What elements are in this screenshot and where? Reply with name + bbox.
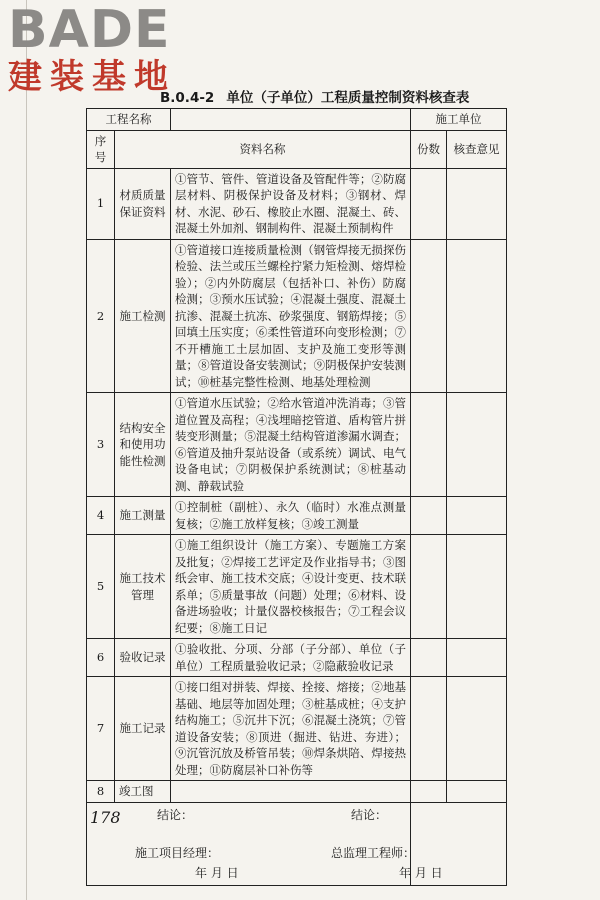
table-row <box>87 535 507 639</box>
bade-logo <box>8 0 178 97</box>
row-category: 验收记录 <box>115 639 171 677</box>
row-items: ①管节、管件、管道设备及管配件等；②防腐层材料、阴极保护设备及材料；③钢材、焊材、水泥、砂石、橡胶止水圈、混凝土、砖、混凝土外加剂、钢制构件、混凝土预制构件 <box>171 168 411 239</box>
table-row <box>87 168 507 239</box>
row-items: ①管道水压试验；②给水管道冲洗消毒；③管道位置及高程；④浅埋暗挖管道、盾构管片拼装变形测量；⑤混凝土结构管道渗漏水调查；⑥管道及抽升泵站设备（或系统）调试、电气设备电试；⑦阴极保护系统测试；⑧桩基动测、静载试验 <box>171 393 411 497</box>
table-row <box>87 639 507 677</box>
row-items: ①管道接口连接质量检测（钢管焊接无损探伤检验、法兰或压兰螺栓拧紧力矩检测、熔焊检验）；②内外防腐层（包括补口、补伤）防腐检测；③预水压试验；④混凝土强度、混凝土抗渗、混凝土抗冻、砂浆强度、钢筋焊接；⑤回填土压实度；⑥柔性管道环向变形检测；⑦不开槽施工土层加固、支护及施工变形等测量；⑧管道设备安装测试；⑨阴极保护安装测试；⑩桩基完整性检测、地基处理检测 <box>171 239 411 393</box>
row-number: 7 <box>87 677 115 781</box>
supervision-conclusion-label: 结论： <box>351 807 388 822</box>
row-number: 3 <box>87 393 115 497</box>
row-copies <box>411 239 447 393</box>
row-opinion <box>447 677 507 781</box>
row-number: 6 <box>87 639 115 677</box>
row-category: 竣工图 <box>115 781 171 803</box>
row-opinion <box>447 535 507 639</box>
logo-subtext: 建装基地 <box>8 57 176 97</box>
project-name-label: 工程名称 <box>87 109 171 131</box>
table-code: B.0.4-2 <box>160 90 215 106</box>
row-copies <box>411 497 447 535</box>
row-number: 2 <box>87 239 115 393</box>
copies-header: 份数 <box>411 130 447 168</box>
logo-text: BADE <box>8 0 171 60</box>
project-manager-label: 施工项目经理： <box>135 845 220 860</box>
seq-header: 序号 <box>87 130 115 168</box>
row-items: ①验收批、分项、分部（子分部）、单位（子单位）工程质量验收记录；②隐蔽验收记录 <box>171 639 411 677</box>
table-row <box>87 497 507 535</box>
row-items: ①接口组对拼装、焊接、拴接、熔接；②地基基础、地层等加固处理；③桩基成桩；④支护结构施工；⑤沉井下沉；⑥混凝土浇筑；⑦管道设备安装；⑧顶进（掘进、钻进、夯进）；⑨沉管沉放及桥管吊装；⑩焊条烘陪、焊接热处理；⑪防腐层补口补伤等 <box>171 677 411 781</box>
table-row <box>87 781 507 803</box>
row-opinion <box>447 168 507 239</box>
row-copies <box>411 677 447 781</box>
row-opinion <box>447 239 507 393</box>
supervision-sign-cell <box>331 802 507 885</box>
row-number: 1 <box>87 168 115 239</box>
row-copies <box>411 168 447 239</box>
table-title <box>160 86 480 106</box>
header-row <box>87 109 507 131</box>
chief-supervisor-label: 总监理工程师： <box>331 845 416 860</box>
row-opinion <box>447 497 507 535</box>
row-number: 4 <box>87 497 115 535</box>
row-items: ①施工组织设计（施工方案）、专题施工方案及批复；②焊接工艺评定及作业指导书；③图纸会审、施工技术交底；④设计变更、技术联系单；⑤质量事故（问题）处理；⑥材料、设备进场验收；计量仪器校核报告；⑦工程会议纪要；⑧施工日记 <box>171 535 411 639</box>
signature-row <box>87 802 507 885</box>
row-copies <box>411 781 447 803</box>
construction-unit-label: 施工单位 <box>411 109 507 131</box>
material-name-header: 资料名称 <box>115 130 411 168</box>
row-category: 施工测量 <box>115 497 171 535</box>
row-opinion <box>447 781 507 803</box>
row-category: 结构安全和使用功能性检测 <box>115 393 171 497</box>
opinion-header: 核查意见 <box>447 130 507 168</box>
table-row <box>87 677 507 781</box>
table-row <box>87 239 507 393</box>
row-opinion <box>447 639 507 677</box>
table-title-text: 单位（子单位）工程质量控制资料核查表 <box>226 90 470 106</box>
row-items <box>171 781 411 803</box>
column-header-row <box>87 130 507 168</box>
row-category: 施工检测 <box>115 239 171 393</box>
row-items: ①控制桩（副桩）、永久（临时）水准点测量复核；②施工放样复核；③竣工测量 <box>171 497 411 535</box>
page-number: 178 <box>90 808 121 827</box>
row-opinion <box>447 393 507 497</box>
row-number: 8 <box>87 781 115 803</box>
page-edge-line <box>26 0 27 900</box>
row-copies <box>411 535 447 639</box>
quality-control-table <box>86 108 507 886</box>
row-category: 施工记录 <box>115 677 171 781</box>
construction-date: 年 月 日 <box>195 865 239 880</box>
row-category: 施工技术管理 <box>115 535 171 639</box>
row-category: 材质质量保证资料 <box>115 168 171 239</box>
project-name-value <box>171 109 411 131</box>
construction-conclusion-label: 结论： <box>157 807 194 822</box>
row-number: 5 <box>87 535 115 639</box>
row-copies <box>411 393 447 497</box>
row-copies <box>411 639 447 677</box>
table-row <box>87 393 507 497</box>
supervision-date: 年 月 日 <box>399 865 443 880</box>
